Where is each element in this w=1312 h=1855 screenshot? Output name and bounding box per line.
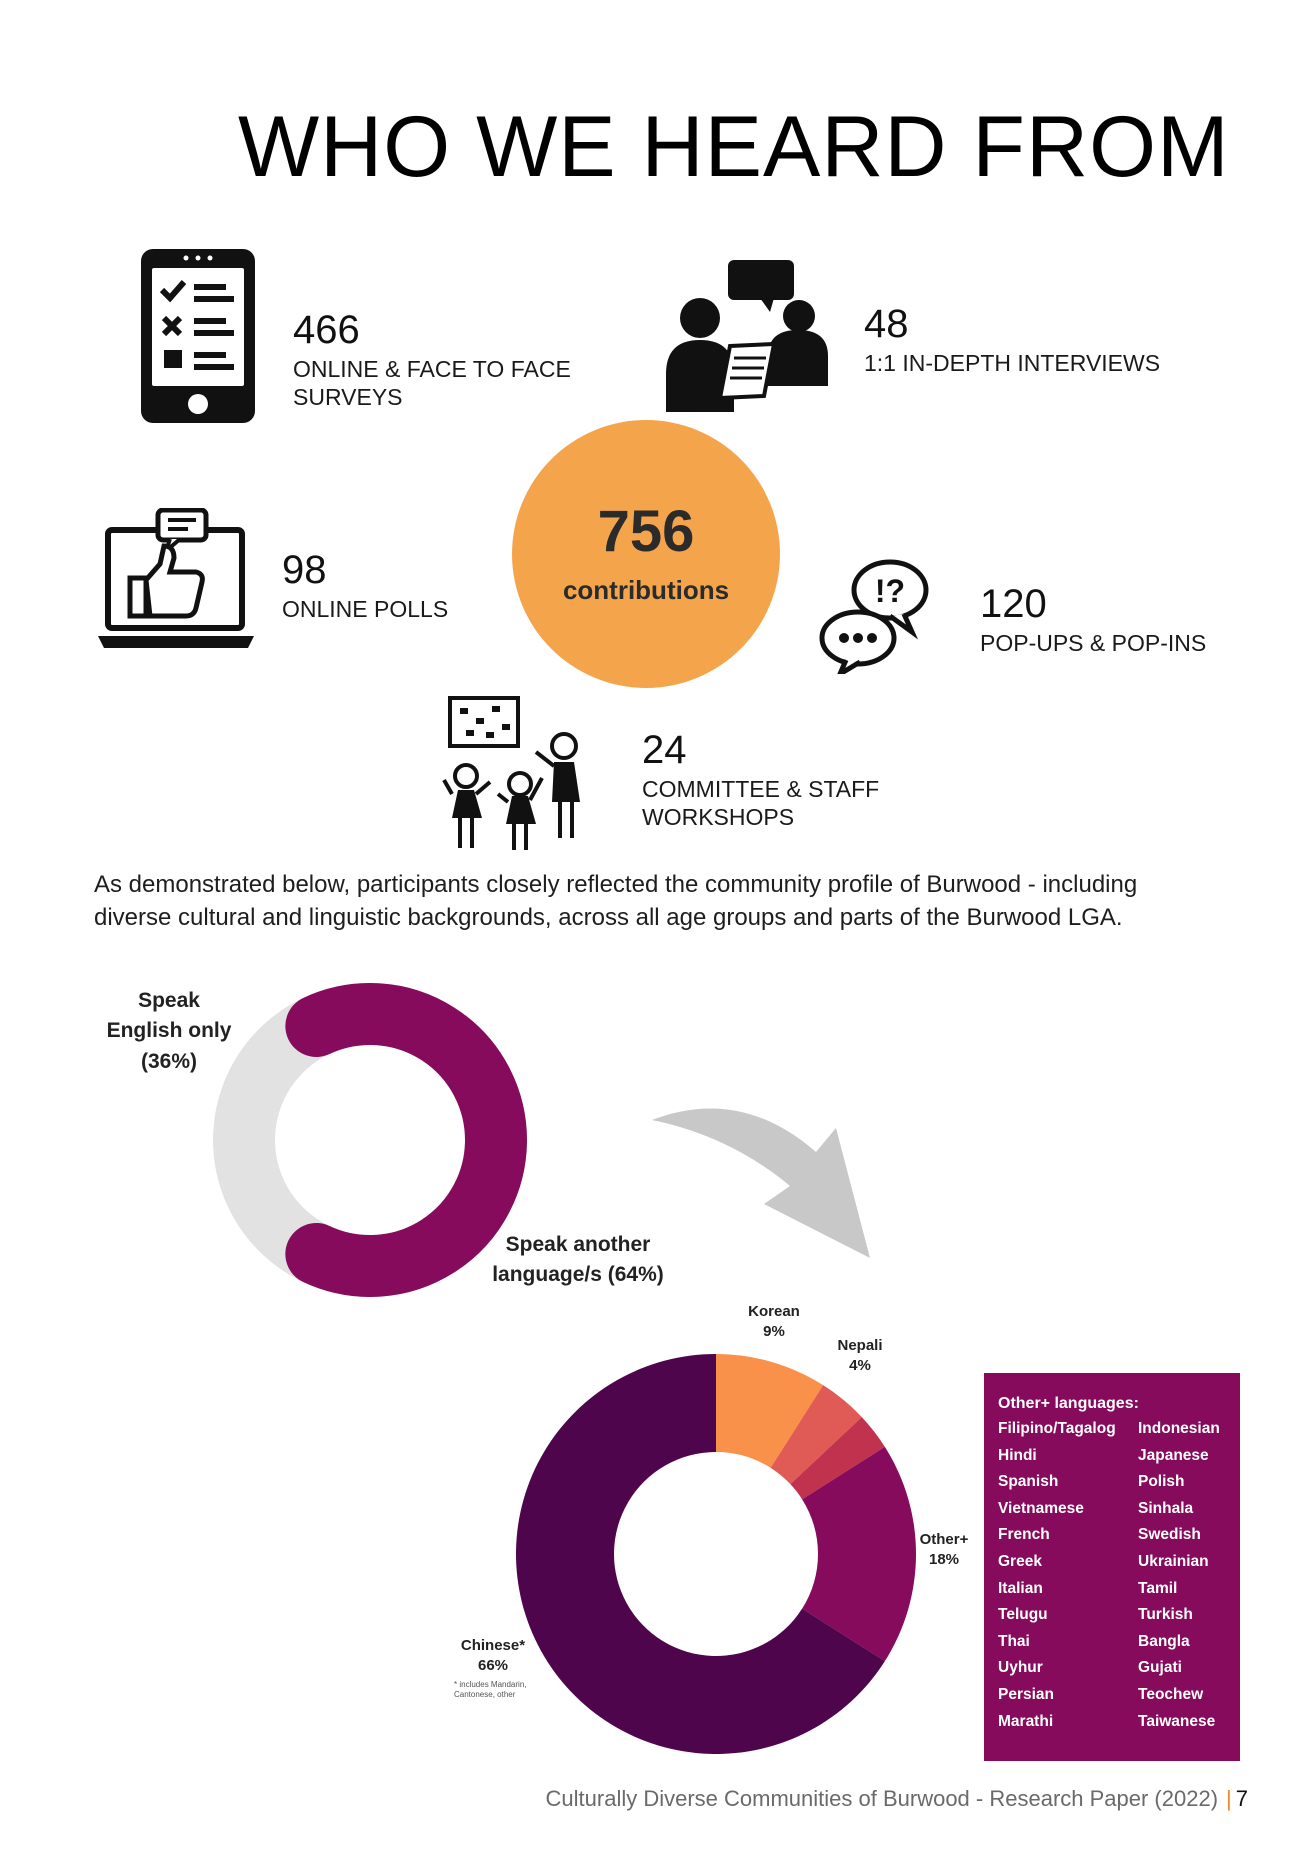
workshop-people-icon [440,694,594,852]
other-language-item: Gujati [1138,1659,1182,1677]
other-plus-label-pct: 18% [928,1550,960,1568]
intro-line2: diverse cultural and linguistic backgrounds, across all age groups and parts of the Burwood LGA. [94,904,1123,932]
chinese-label-name: Chinese* [460,1637,526,1654]
popups-label: POP-UPS & POP-INS [980,630,1207,656]
other-language-item: Teochew [1138,1685,1204,1703]
interviews-count: 48 [864,302,909,346]
korean-label-name: Korean [748,1303,800,1320]
polls-label: ONLINE POLLS [282,596,449,622]
language-breakdown-donut-chart [506,1344,926,1764]
other-language-label [478,1230,678,1291]
other-language-label-line2: language/s (64%) [492,1263,664,1287]
english-only-label-line3: (36%) [140,1049,198,1073]
other-language-item: Vietnamese [998,1499,1084,1517]
page-number: 7 [1235,1786,1248,1811]
chinese-label-pct: 66% [477,1656,509,1674]
other-language-item: Marathi [998,1712,1054,1730]
other-plus-label-name: Other+ [919,1531,969,1548]
workshops-label [642,776,879,831]
other-plus-label [910,1530,978,1569]
other-language-item: Turkish [1138,1606,1193,1624]
other-language-item: Tamil [1138,1579,1178,1597]
nepali-label [824,1336,896,1375]
chinese-footnote-line1: * includes Mandarin, [454,1680,527,1689]
chinese-label [448,1636,538,1675]
workshops-label-line2: WORKSHOPS [642,803,795,830]
intro-line1: As demonstrated below, participants closely reflected the community profile of Burwood - including [94,871,1138,898]
surveys-label-line2: SURVEYS [293,383,403,410]
korean-label-pct: 9% [763,1322,785,1340]
surveys-label-line1: ONLINE & FACE TO FACE [293,356,571,382]
page-title: WHO WE HEARD FROM [238,99,1230,195]
interview-people-icon [664,258,830,412]
total-contributions-value: 756 [597,498,695,564]
footer-text: Culturally Diverse Communities of Burwood - Research Paper (2022) [545,1786,1219,1811]
popups-count: 120 [980,582,1047,626]
other-language-item: Indonesian [1138,1420,1220,1437]
other-language-item: French [998,1526,1050,1544]
other-language-item: Swedish [1138,1526,1201,1544]
footer-separator: | [1226,1786,1232,1811]
other-language-item: Telugu [998,1606,1048,1624]
page-footer [546,1786,1248,1812]
donut-slice-other-language [316,1014,496,1266]
other-language-item: Greek [998,1552,1042,1570]
other-languages-list [998,1418,1228,1733]
other-language-item: Italian [998,1579,1043,1597]
intro-paragraph [94,868,1224,934]
speech-bubbles-icon [818,556,930,674]
laptop-thumbs-up-icon [96,508,256,658]
other-language-item: Japanese [1138,1446,1209,1464]
survey-phone-icon [138,246,258,426]
surveys-count: 466 [293,308,360,352]
other-language-item: Hindi [998,1446,1037,1464]
chinese-footnote-line2: Cantonese, other [454,1690,516,1699]
other-language-item: Persian [998,1685,1055,1703]
korean-label [736,1302,812,1341]
other-language-item: Spanish [998,1473,1059,1491]
other-language-item: Thai [998,1632,1030,1650]
other-language-item: Filipino/Tagalog [998,1420,1116,1437]
workshops-label-line1: COMMITTEE & STAFF [642,776,880,802]
nepali-label-name: Nepali [837,1337,883,1354]
curved-arrow-icon [650,1090,880,1260]
other-language-item: Ukrainian [1138,1552,1209,1570]
polls-count: 98 [282,548,327,592]
other-languages-title: Other+ languages: [998,1395,1139,1412]
workshops-count: 24 [642,728,687,772]
nepali-label-pct: 4% [849,1356,871,1374]
english-only-label [96,986,242,1077]
interviews-label: 1:1 IN-DEPTH INTERVIEWS [864,350,1161,376]
other-language-item: Taiwanese [1138,1712,1216,1730]
other-languages-box [984,1373,1240,1761]
total-contributions-circle [512,420,780,688]
surveys-label [293,356,571,411]
other-language-item: Uyhur [998,1659,1043,1677]
english-only-label-line2: English only [106,1019,232,1043]
other-language-item: Polish [1138,1473,1185,1491]
total-contributions-label: contributions [562,574,730,605]
chinese-footnote [454,1680,564,1700]
other-language-item: Sinhala [1138,1499,1194,1517]
other-language-item: Bangla [1138,1632,1190,1650]
other-language-label-line1: Speak another [505,1233,651,1256]
svg-text:!?: !? [874,573,906,609]
english-only-label-line1: Speak [138,989,200,1012]
